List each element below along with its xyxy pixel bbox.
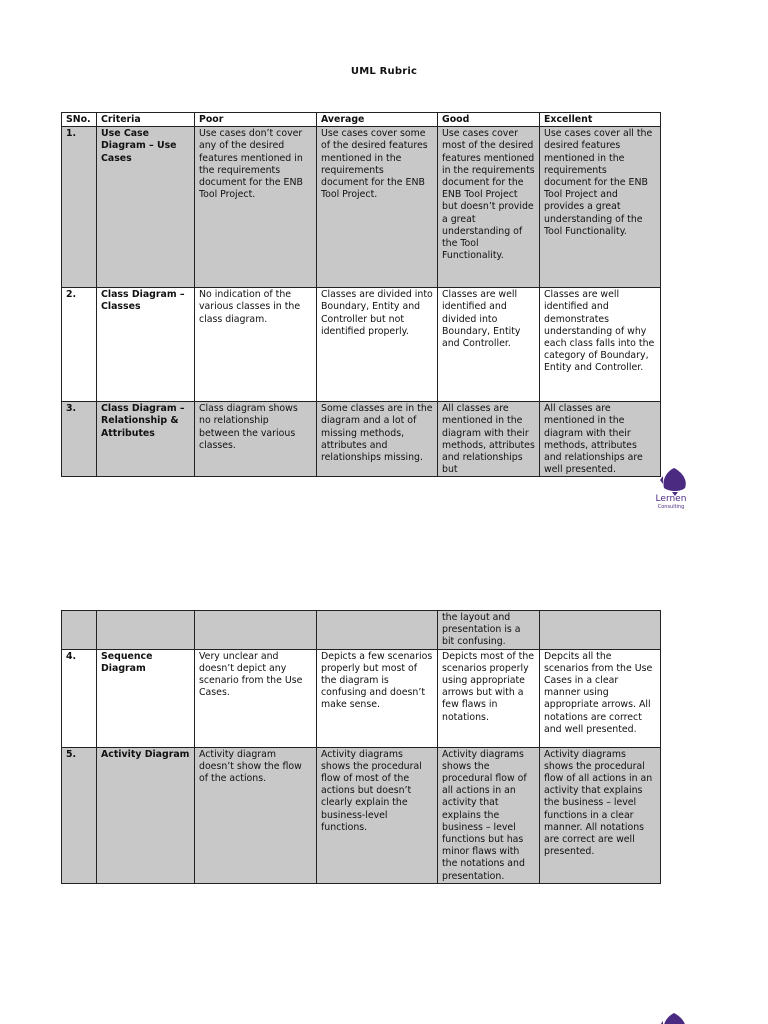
cell-sno — [62, 611, 97, 650]
cell-average: Some classes are in the diagram and a lot of missing methods, attributes and relationships missing. — [317, 402, 438, 477]
header-poor: Poor — [195, 113, 317, 127]
cell-criteria: Sequence Diagram — [97, 649, 195, 747]
cell-good: Classes are well identified and divided into Boundary, Entity and Controller. — [438, 288, 540, 402]
table-row — [62, 649, 661, 747]
cell-sno: 5. — [62, 747, 97, 883]
cell-average: Use cases cover some of the desired features mentioned in the requirements document for the ENB Tool Project. — [317, 127, 438, 288]
cell-good: Activity diagrams shows the procedural flow of all actions in an activity that explains the business – level functions but has minor flaws with the notations and presentation. — [438, 747, 540, 883]
cell-sno: 3. — [62, 402, 97, 477]
cell-average: Activity diagrams shows the procedural flow of most of the actions but doesn’t clearly explain the business-level functions. — [317, 747, 438, 883]
cell-excellent: Use cases cover all the desired features mentioned in the requirements document for the ENB Tool Project and provides a great understanding of the Tool Functionality. — [540, 127, 661, 288]
header-criteria: Criteria — [97, 113, 195, 127]
table-row — [62, 288, 661, 402]
cell-criteria — [97, 611, 195, 650]
cell-good: All classes are mentioned in the diagram with their methods, attributes and relationships but — [438, 402, 540, 477]
cell-poor: Use cases don’t cover any of the desired features mentioned in the requirements document for the ENB Tool Project. — [195, 127, 317, 288]
table-header-row — [62, 113, 661, 127]
cell-average — [317, 611, 438, 650]
cell-excellent — [540, 611, 661, 650]
cell-sno: 1. — [62, 127, 97, 288]
cell-criteria: Activity Diagram — [97, 747, 195, 883]
cell-sno: 2. — [62, 288, 97, 402]
logo-name: Lernen — [655, 494, 687, 504]
cell-excellent: Activity diagrams shows the procedural flow of all actions in an activity that explains the business – level functions in a clear manner. All notations are correct are well presented. — [540, 747, 661, 883]
table-row — [62, 402, 661, 477]
cell-sno: 4. — [62, 649, 97, 747]
lernen-logo — [652, 466, 692, 516]
table-row — [62, 127, 661, 288]
cell-poor: Class diagram shows no relationship between the various classes. — [195, 402, 317, 477]
header-excellent: Excellent — [540, 113, 661, 127]
header-good: Good — [438, 113, 540, 127]
cell-excellent: Classes are well identified and demonstrates understanding of why each class falls into the category of Boundary, Entity and Controller. — [540, 288, 661, 402]
header-average: Average — [317, 113, 438, 127]
cell-excellent: All classes are mentioned in the diagram with their methods, attributes and relationships are well presented. — [540, 402, 661, 477]
cell-excellent: Depcits all the scenarios from the Use Cases in a clear manner using appropriate arrows. All notations are correct and well presented. — [540, 649, 661, 747]
cell-good: Depicts most of the scenarios properly using appropriate arrows but with a few flaws in notations. — [438, 649, 540, 747]
cell-good: the layout and presentation is a bit confusing. — [438, 611, 540, 650]
lernen-logo-bottom — [652, 1011, 692, 1024]
document-title: UML Rubric — [350, 66, 418, 77]
cell-criteria: Class Diagram – Relationship & Attributes — [97, 402, 195, 477]
table-row — [62, 747, 661, 883]
cell-average: Classes are divided into Boundary, Entity and Controller but not identified properly. — [317, 288, 438, 402]
cell-poor: No indication of the various classes in the class diagram. — [195, 288, 317, 402]
header-sno: SNo. — [62, 113, 97, 127]
table-row — [62, 611, 661, 650]
cell-poor: Very unclear and doesn’t depict any scenario from the Use Cases. — [195, 649, 317, 747]
lernen-logo-icon — [652, 1011, 692, 1024]
cell-average: Depicts a few scenarios properly but most of the diagram is confusing and doesn’t make sense. — [317, 649, 438, 747]
lernen-logo-icon — [652, 466, 692, 496]
logo-tagline: Consulting — [657, 504, 685, 510]
cell-poor: Activity diagram doesn’t show the flow of the actions. — [195, 747, 317, 883]
cell-criteria: Use Case Diagram – Use Cases — [97, 127, 195, 288]
rubric-table-page2 — [61, 610, 661, 884]
cell-good: Use cases cover most of the desired features mentioned in the requirements document for the ENB Tool Project but doesn’t provide a great understanding of the Tool Functionality. — [438, 127, 540, 288]
rubric-table-page1 — [61, 112, 661, 477]
cell-criteria: Class Diagram – Classes — [97, 288, 195, 402]
cell-poor — [195, 611, 317, 650]
